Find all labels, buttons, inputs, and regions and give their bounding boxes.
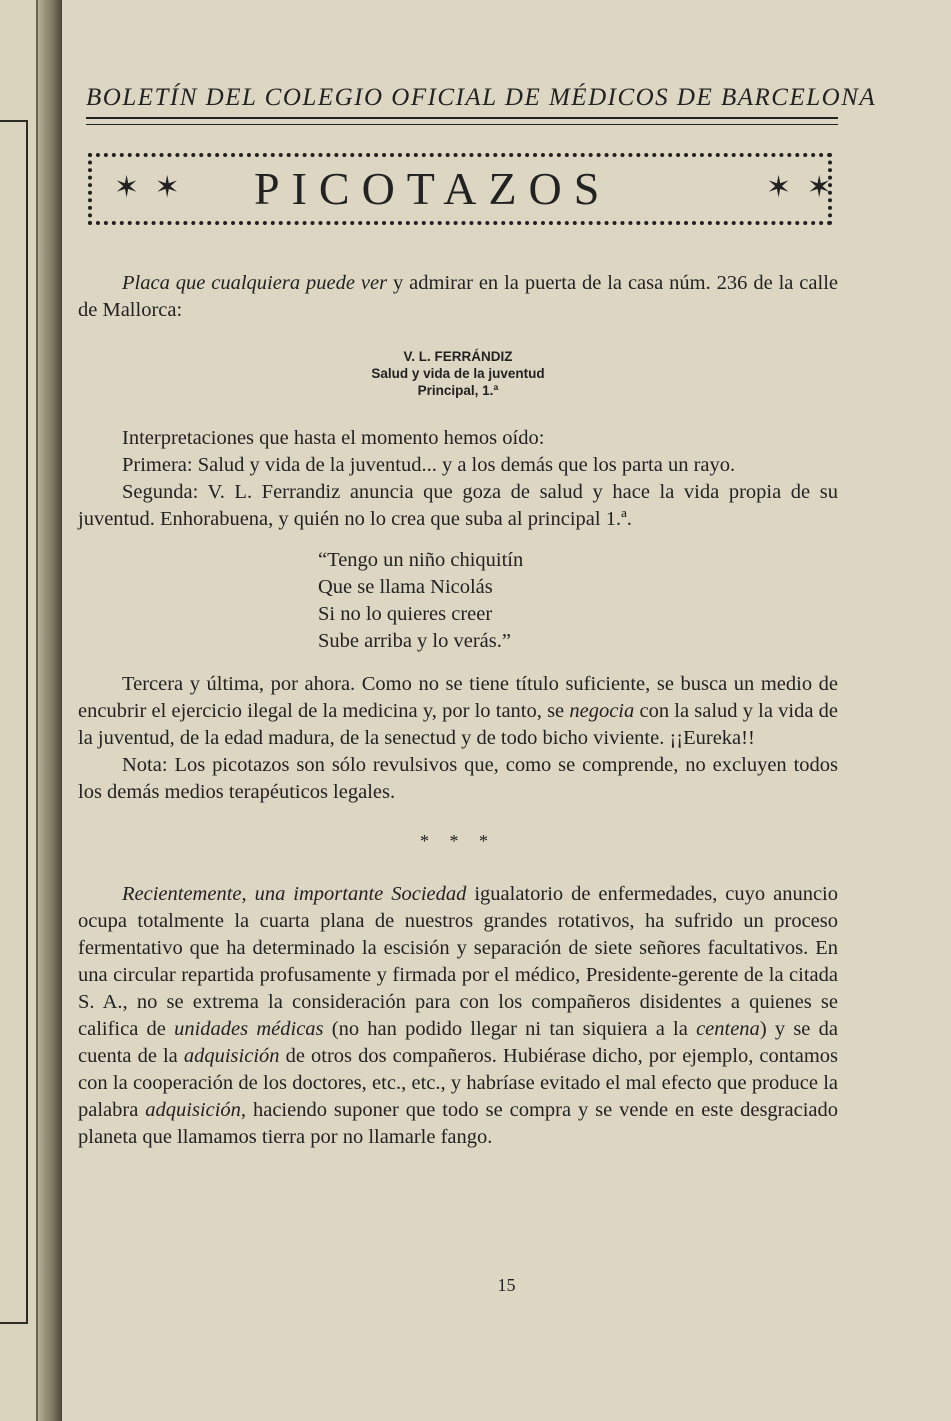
sign-line-1: V. L. FERRÁNDIZ bbox=[403, 349, 513, 364]
previous-page-frame bbox=[0, 120, 28, 1324]
paragraph-nota: Nota: Los picotazos son sólo revulsivos que, como se comprende, no excluyen todos los demás medios terapéuticos legales. bbox=[78, 754, 838, 803]
paragraph-primera: Primera: Salud y vida de la juventud... y a los demás que los parta un rayo. bbox=[122, 454, 736, 476]
verse-line-4: Sube arriba y lo verás.” bbox=[318, 630, 511, 652]
running-head: BOLETÍN DEL COLEGIO OFICIAL DE MÉDICOS DE BARCELONA bbox=[86, 84, 877, 111]
section-separator: * * * bbox=[420, 831, 496, 851]
article-title: PICOTAZOS bbox=[254, 163, 612, 214]
header-rule bbox=[86, 117, 838, 119]
verse bbox=[318, 547, 838, 655]
recientemente-text-b: igualatorio de enfermedades, cuyo anuncio ocupa totalmente la cuarta plana de nuestros grandes rotativos, ha sufrido un proceso fermentativo que ha determinado la escisión y separación de siete señores facultativos. En una circular repartida profusamente y firmada por el médico, Presidente-gerente de la citada S. A., no se extrema la consideración para con los compañeros disidentes a quienes se califica de bbox=[78, 883, 839, 1040]
article-body bbox=[78, 270, 838, 1151]
paragraph-recientemente bbox=[78, 881, 838, 1151]
recientemente-italic-c: unidades médicas bbox=[174, 1018, 324, 1040]
title-stars-left: ✶ ✶ bbox=[114, 171, 184, 204]
title-stars-right: ✶ ✶ bbox=[766, 171, 836, 204]
paragraph-segunda: Segunda: V. L. Ferrandiz anuncia que goza de salud y hace la vida propia de su juventud. Enhorabuena, y quién no lo crea que suba al principal 1.ª. bbox=[78, 481, 838, 530]
plaque-sign bbox=[78, 348, 838, 399]
verse-line-3: Si no lo quieres creer bbox=[318, 603, 493, 625]
tercera-text-c: con la salud y la vida de la juventud, de la edad madura, de la senectud y de todo bicho viviente. ¡¡Eureka!! bbox=[78, 700, 839, 749]
intro-paragraph bbox=[78, 270, 838, 324]
recientemente-italic: Recientemente, una importante Sociedad bbox=[122, 883, 467, 905]
recientemente-text-f: ) y se da cuenta de la bbox=[78, 1018, 838, 1067]
recientemente-text-d: (no han podido llegar ni tan siquiera a la bbox=[323, 1018, 697, 1040]
paragraph-tercera bbox=[78, 671, 838, 752]
intro-italic: Placa que cualquiera puede ver bbox=[122, 272, 388, 294]
recientemente-italic-i: adquisición, bbox=[145, 1099, 247, 1121]
recientemente-text-j: haciendo suponer que todo se compra y se vende en este desgraciado planeta que llamamos tierra por no llamarle fango. bbox=[78, 1099, 838, 1148]
page-number: 15 bbox=[497, 1275, 516, 1295]
verse-line-1: “Tengo un niño chiquitín bbox=[318, 549, 524, 571]
recientemente-italic-g: adquisición bbox=[183, 1045, 280, 1067]
verse-line-2: Que se llama Nicolás bbox=[318, 576, 493, 598]
header-rule-thin bbox=[86, 124, 838, 125]
intro-rest: y admirar en la puerta de la casa núm. 236 de la calle de Mallorca: bbox=[78, 272, 838, 321]
sign-line-2: Salud y vida de la juventud bbox=[371, 366, 545, 381]
tercera-italic: negocia bbox=[569, 700, 635, 722]
sign-line-3: Principal, 1.ª bbox=[417, 383, 499, 398]
tercera-text-a: Tercera y última, por ahora. Como no se tiene título suficiente, se busca un medio de encubrir el ejercicio ilegal de la medicina y, por lo tanto, se bbox=[78, 673, 838, 722]
recientemente-italic-e: centena bbox=[696, 1018, 760, 1040]
paragraph-interpretaciones: Interpretaciones que hasta el momento hemos oído: bbox=[122, 427, 545, 449]
recientemente-text-h: de otros dos compañeros. Hubiérase dicho, por ejemplo, contamos con la cooperación de los doctores, etc., etc., y habríase evitado el mal efecto que produce la palabra bbox=[78, 1045, 838, 1121]
